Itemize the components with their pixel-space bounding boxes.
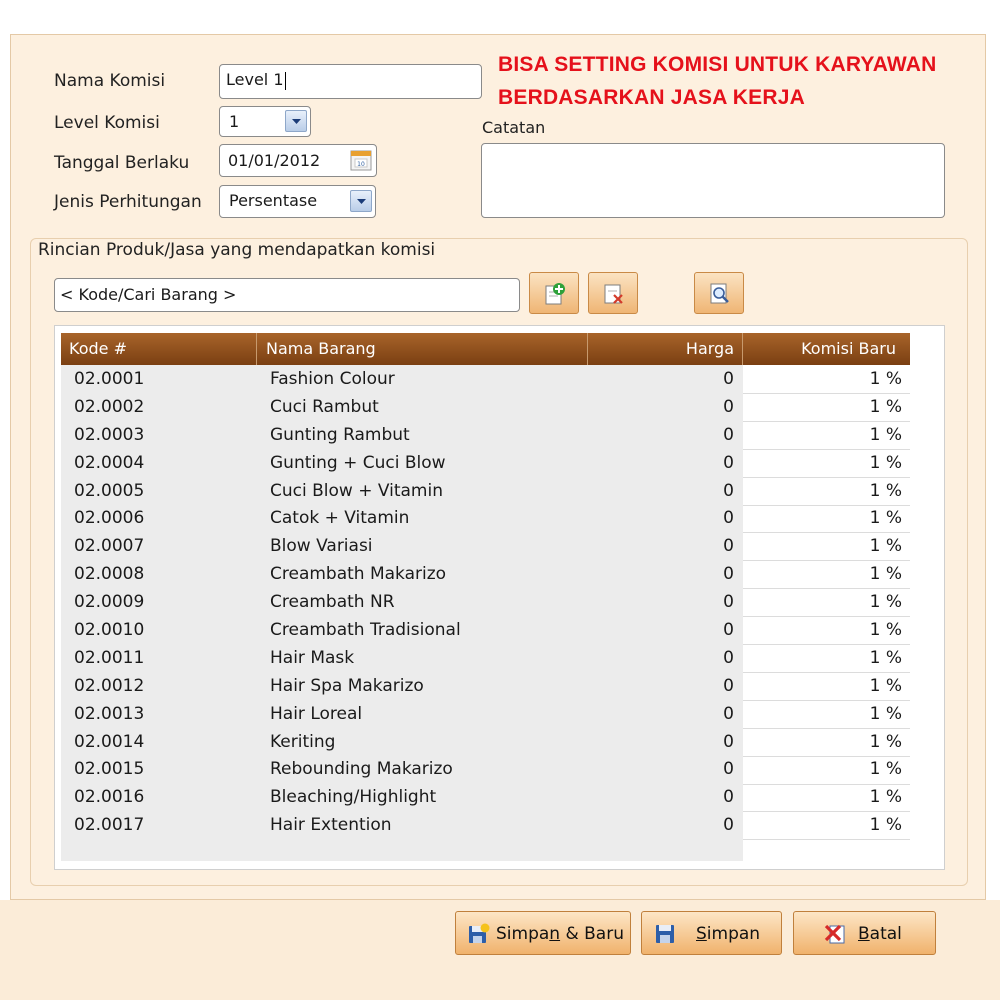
komisi-cell-border (743, 477, 910, 478)
simpan-label: Simpan (696, 924, 761, 944)
table-row[interactable] (61, 365, 910, 393)
row-harga: 0 (723, 647, 734, 668)
header-harga[interactable]: Harga (588, 333, 743, 365)
add-item-icon (543, 282, 567, 306)
row-komisi[interactable]: 1 % (869, 815, 902, 836)
row-komisi[interactable]: 1 % (869, 452, 902, 473)
komisi-cell-border (743, 393, 910, 394)
level-komisi-label: Level Komisi (54, 113, 160, 133)
row-kode: 02.0009 (74, 592, 145, 613)
row-kode: 02.0017 (74, 815, 145, 836)
row-nama-barang: Bleaching/Highlight (270, 787, 437, 808)
row-harga: 0 (723, 536, 734, 557)
row-kode: 02.0011 (74, 647, 145, 668)
simpan-button[interactable] (641, 911, 782, 955)
row-harga: 0 (723, 564, 734, 585)
svg-text:10: 10 (357, 161, 365, 168)
row-kode: 02.0002 (74, 396, 145, 417)
preview-icon (708, 282, 732, 306)
komisi-cell-border (743, 839, 910, 840)
row-kode: 02.0006 (74, 508, 145, 529)
grid-header (61, 333, 910, 365)
row-kode: 02.0007 (74, 536, 145, 557)
komisi-cell-border (743, 505, 910, 506)
batal-label: Batal (858, 924, 902, 944)
tanggal-berlaku-input[interactable] (219, 144, 377, 177)
komisi-cell-border (743, 756, 910, 757)
row-nama-barang: Rebounding Makarizo (270, 759, 453, 780)
row-kode: 02.0013 (74, 703, 145, 724)
catatan-label: Catatan (482, 118, 546, 137)
table-row[interactable] (61, 588, 910, 616)
jenis-perhitungan-select[interactable] (219, 185, 376, 218)
row-harga: 0 (723, 759, 734, 780)
row-nama-barang: Hair Spa Makarizo (270, 675, 424, 696)
komisi-cell-border (743, 449, 910, 450)
row-komisi[interactable]: 1 % (869, 647, 902, 668)
grid-rows (61, 365, 910, 839)
table-row[interactable] (61, 783, 910, 811)
simpan-baru-button[interactable] (455, 911, 631, 955)
row-nama-barang: Creambath NR (270, 592, 395, 613)
save-new-icon (468, 923, 490, 945)
row-kode: 02.0015 (74, 759, 145, 780)
level-komisi-value: 1 (229, 112, 240, 131)
row-kode: 02.0012 (74, 675, 145, 696)
row-harga: 0 (723, 508, 734, 529)
save-icon (654, 923, 676, 945)
detail-group-title: Rincian Produk/Jasa yang mendapatkan komisi (38, 240, 436, 260)
table-row[interactable] (61, 616, 910, 644)
table-row[interactable] (61, 811, 910, 839)
nama-komisi-input[interactable] (219, 64, 482, 99)
table-row[interactable] (61, 672, 910, 700)
table-row[interactable] (61, 532, 910, 560)
komisi-cell-border (743, 811, 910, 812)
row-nama-barang: Gunting + Cuci Blow (270, 452, 446, 473)
table-row[interactable] (61, 449, 910, 477)
komisi-cell-border (743, 728, 910, 729)
row-kode: 02.0003 (74, 424, 145, 445)
row-nama-barang: Creambath Makarizo (270, 564, 447, 585)
row-nama-barang: Catok + Vitamin (270, 508, 410, 529)
komisi-cell-border (743, 560, 910, 561)
chevron-down-icon[interactable] (350, 190, 372, 212)
row-komisi[interactable]: 1 % (869, 508, 902, 529)
row-nama-barang: Cuci Blow + Vitamin (270, 480, 443, 501)
simpan-baru-label: Simpan & Baru (496, 924, 624, 944)
cancel-icon (824, 923, 848, 945)
row-komisi[interactable]: 1 % (869, 369, 902, 389)
table-row[interactable] (61, 755, 910, 783)
row-harga: 0 (723, 480, 734, 501)
preview-button[interactable] (694, 272, 744, 314)
row-harga: 0 (723, 815, 734, 836)
komisi-cell-border (743, 532, 910, 533)
komisi-cell-border (743, 644, 910, 645)
level-komisi-select[interactable] (219, 106, 311, 137)
table-row[interactable] (61, 504, 910, 532)
tanggal-berlaku-value: 01/01/2012 (228, 151, 321, 170)
komisi-cell-border (743, 784, 910, 785)
row-harga: 0 (723, 396, 734, 417)
row-kode: 02.0016 (74, 787, 145, 808)
row-komisi[interactable]: 1 % (869, 564, 902, 585)
row-nama-barang: Hair Loreal (270, 703, 363, 724)
komisi-cell-border (743, 700, 910, 701)
tanggal-berlaku-label: Tanggal Berlaku (54, 153, 190, 173)
row-komisi[interactable]: 1 % (869, 675, 902, 696)
row-komisi[interactable]: 1 % (869, 731, 902, 752)
row-komisi[interactable]: 1 % (869, 759, 902, 780)
komisi-cell-border (743, 588, 910, 589)
row-nama-barang: Gunting Rambut (270, 424, 410, 445)
header-kode[interactable]: Kode # (61, 333, 257, 365)
table-row[interactable] (61, 421, 910, 449)
row-harga: 0 (723, 703, 734, 724)
table-row[interactable] (61, 477, 910, 505)
row-harga: 0 (723, 731, 734, 752)
remove-item-icon (602, 282, 626, 306)
header-nama-barang[interactable]: Nama Barang (257, 333, 588, 365)
jenis-perhitungan-value: Persentase (229, 191, 318, 210)
row-kode: 02.0010 (74, 620, 145, 641)
row-nama-barang: Fashion Colour (270, 369, 395, 389)
row-komisi[interactable]: 1 % (869, 592, 902, 613)
row-nama-barang: Hair Extention (270, 815, 392, 836)
row-harga: 0 (723, 675, 734, 696)
table-row[interactable] (61, 560, 910, 588)
row-nama-barang: Hair Mask (270, 647, 355, 668)
add-item-button[interactable] (529, 272, 579, 314)
row-komisi[interactable]: 1 % (869, 396, 902, 417)
row-harga: 0 (723, 369, 734, 389)
chevron-down-icon[interactable] (285, 110, 307, 132)
row-nama-barang: Cuci Rambut (270, 396, 379, 417)
batal-button[interactable] (793, 911, 936, 955)
row-harga: 0 (723, 787, 734, 808)
text-cursor (285, 72, 286, 90)
table-row[interactable] (61, 644, 910, 672)
jenis-perhitungan-label: Jenis Perhitungan (54, 192, 202, 212)
row-harga: 0 (723, 452, 734, 473)
row-kode: 02.0008 (74, 564, 145, 585)
catatan-textarea[interactable] (481, 143, 945, 218)
row-kode: 02.0005 (74, 480, 145, 501)
nama-komisi-value: Level 1 (226, 70, 284, 89)
row-komisi[interactable]: 1 % (869, 703, 902, 724)
row-komisi[interactable]: 1 % (869, 620, 902, 641)
row-kode: 02.0014 (74, 731, 145, 752)
remove-item-button[interactable] (588, 272, 638, 314)
row-komisi[interactable]: 1 % (869, 424, 902, 445)
row-kode: 02.0001 (74, 369, 145, 389)
komisi-cell-border (743, 672, 910, 673)
row-nama-barang: Keriting (270, 731, 336, 752)
promo-line-1: BISA SETTING KOMISI UNTUK KARYAWAN (498, 53, 937, 76)
promo-line-2: BERDASARKAN JASA KERJA (498, 86, 805, 109)
nama-komisi-label: Nama Komisi (54, 71, 166, 91)
row-komisi[interactable]: 1 % (869, 787, 902, 808)
row-kode: 02.0004 (74, 452, 145, 473)
row-harga: 0 (723, 592, 734, 613)
table-row[interactable] (61, 393, 910, 421)
row-harga: 0 (723, 424, 734, 445)
row-komisi[interactable]: 1 % (869, 480, 902, 501)
row-komisi[interactable]: 1 % (869, 536, 902, 557)
row-harga: 0 (723, 620, 734, 641)
komisi-cell-border (743, 421, 910, 422)
table-row[interactable] (61, 700, 910, 728)
calendar-icon[interactable] (350, 149, 372, 171)
komisi-cell-border (743, 616, 910, 617)
table-row[interactable] (61, 728, 910, 756)
row-nama-barang: Blow Variasi (270, 536, 373, 557)
header-komisi-baru[interactable]: Komisi Baru (801, 339, 896, 358)
row-nama-barang: Creambath Tradisional (270, 620, 461, 641)
item-search-input[interactable]: < Kode/Cari Barang > (54, 278, 520, 312)
